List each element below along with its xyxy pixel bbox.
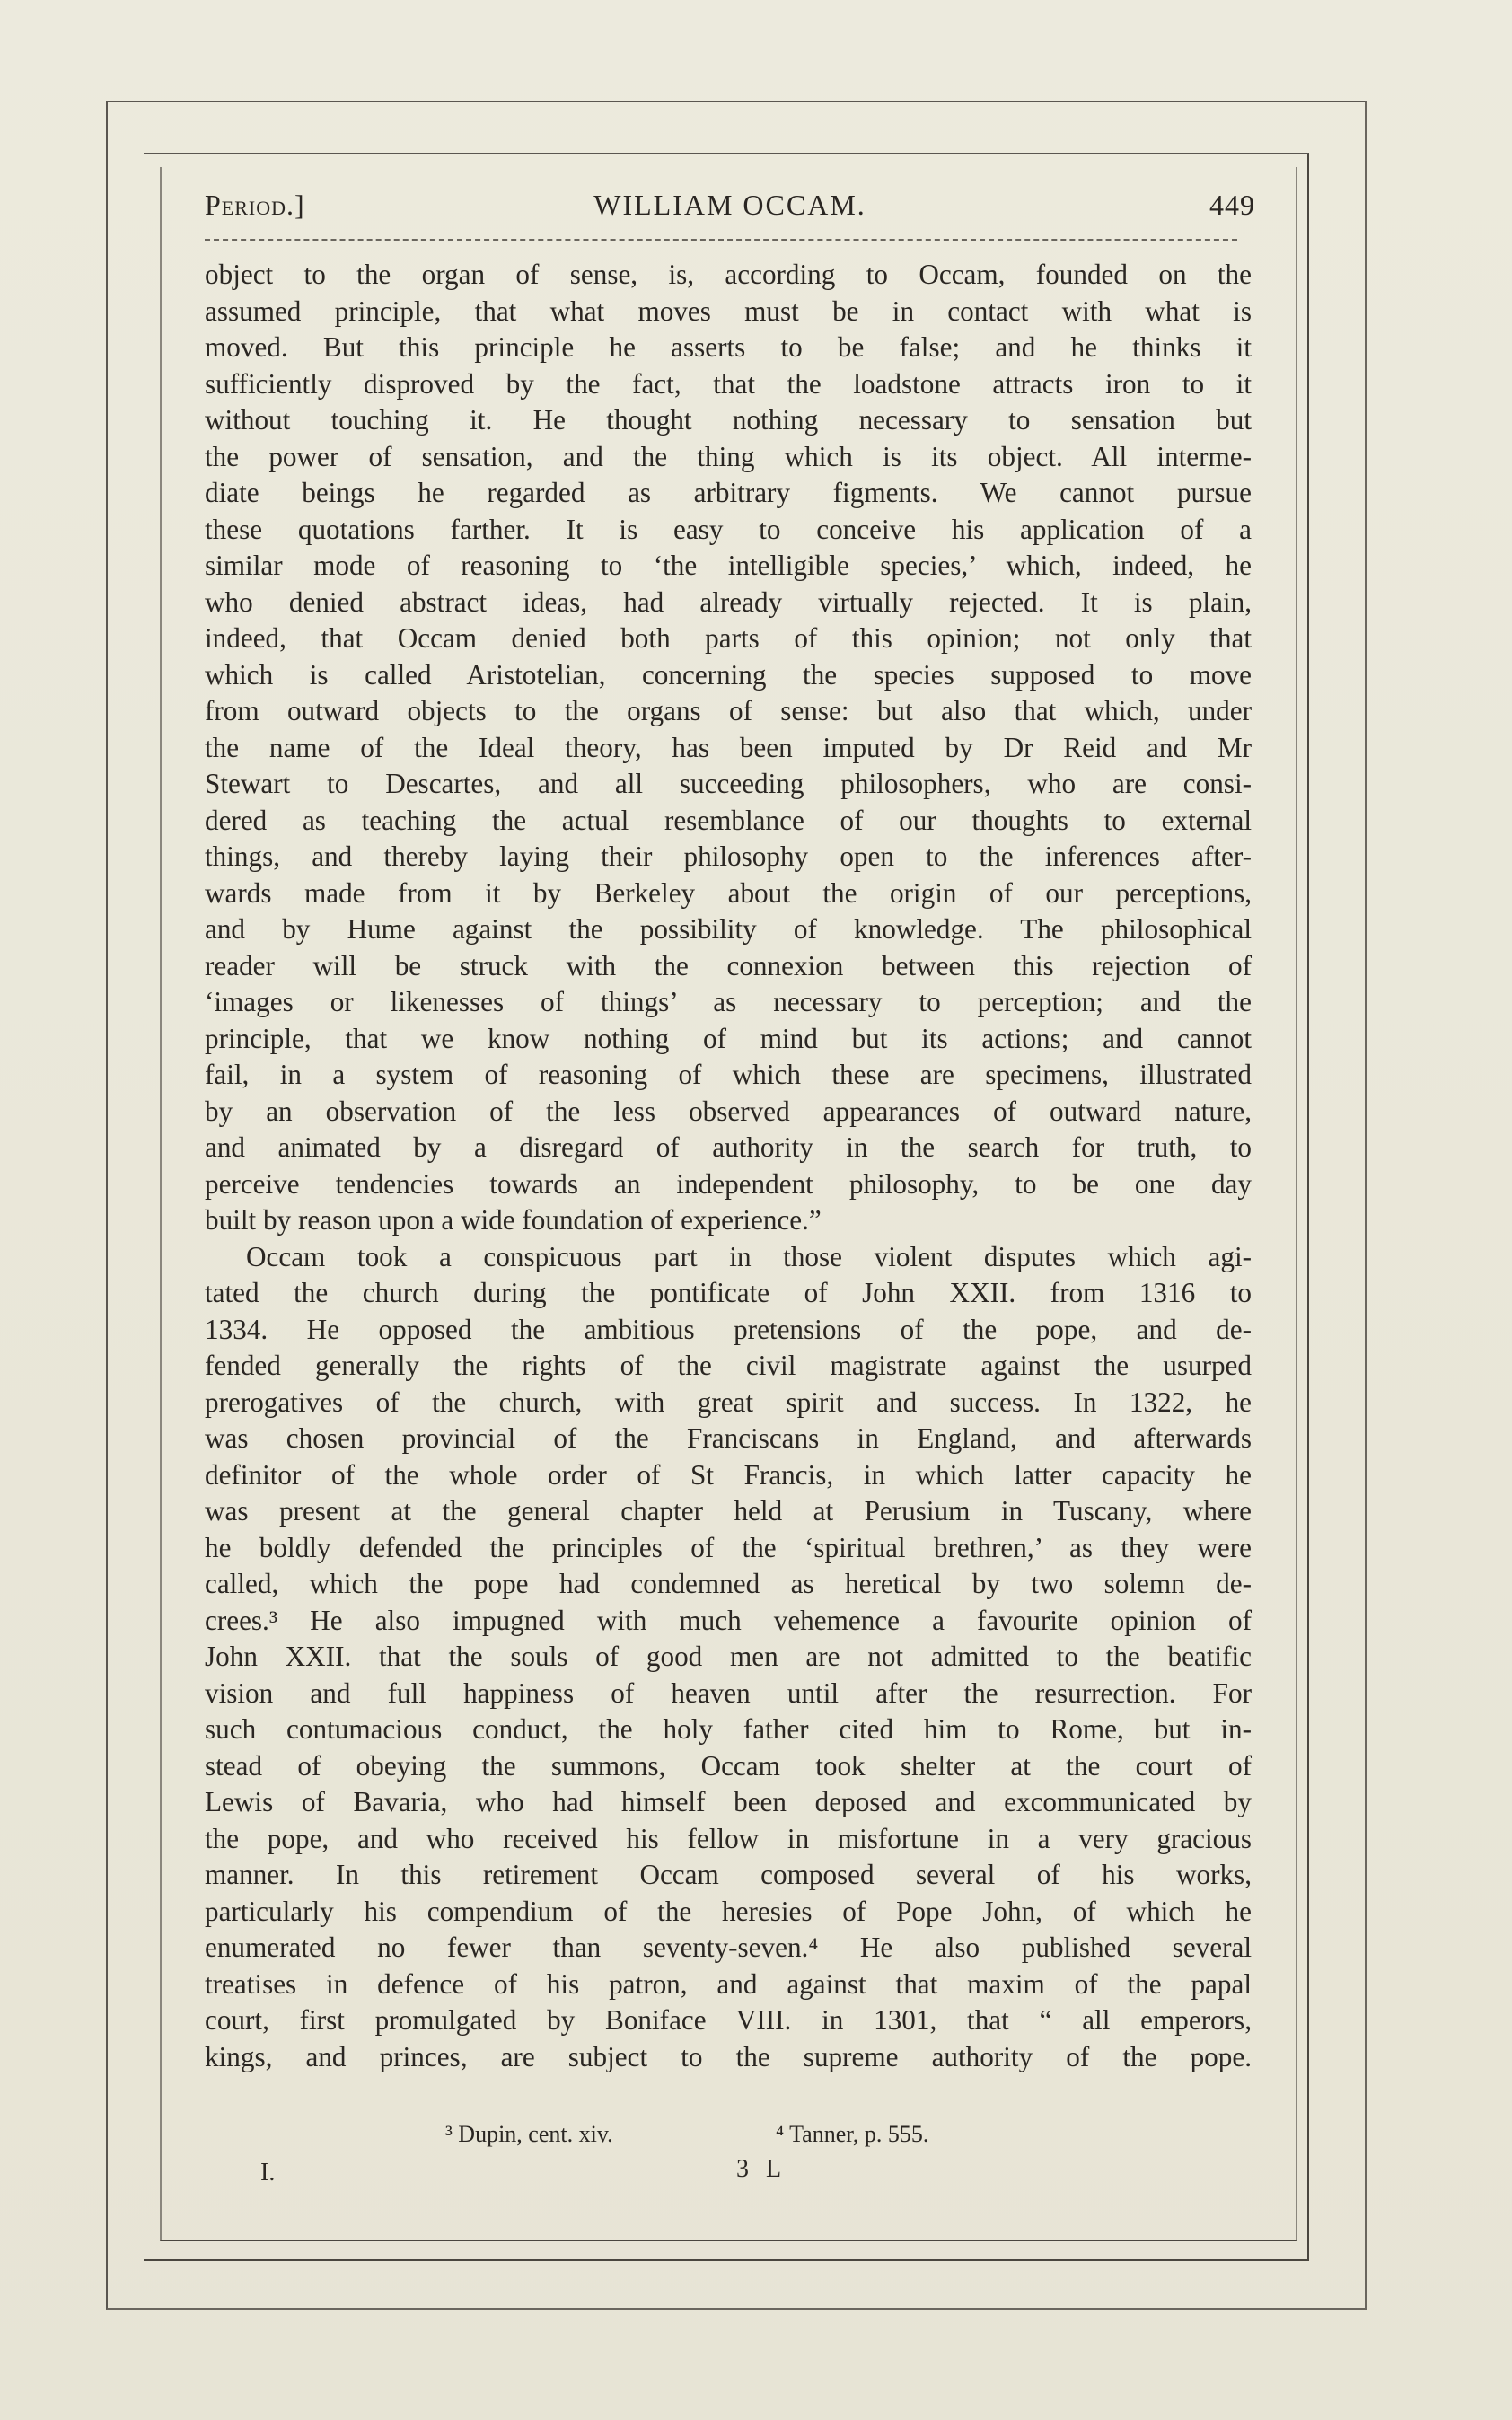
text-line: particularly his compendium of the heresies of Pope John, of which he	[205, 1895, 1252, 1927]
text-line: by an observation of the less observed appearances of outward nature,	[205, 1095, 1252, 1127]
text-line: crees.³ He also impugned with much vehemence a favourite opinion of	[205, 1604, 1252, 1636]
signature-mark: 3 L	[736, 2155, 787, 2183]
text-line: without touching it. He thought nothing necessary to sensation but	[205, 404, 1252, 436]
text-line: ‘images or likenesses of things’ as necessary to perception; and the	[205, 986, 1252, 1017]
text-line: built by reason upon a wide foundation of experience.”	[205, 1204, 822, 1236]
text-line: indeed, that Occam denied both parts of this opinion; not only that	[205, 622, 1252, 654]
text-line: definitor of the whole order of St Francis, in which latter capacity he	[205, 1458, 1252, 1491]
text-line: treatises in defence of his patron, and against that maxim of the papal	[205, 1967, 1252, 2000]
signature-row	[205, 2155, 1252, 2191]
text-line: diate beings he regarded as arbitrary figments. We cannot pursue	[205, 477, 1252, 508]
text-line: similar mode of reasoning to ‘the intelligible species,’ which, indeed, he	[205, 550, 1252, 581]
text-line: and by Hume against the possibility of knowledge. The philosophical	[205, 913, 1252, 945]
text-line: manner. In this retirement Occam composed several of his works,	[205, 1859, 1252, 1890]
text-line: John XXII. that the souls of good men are not admitted to the beatific	[205, 1641, 1252, 1672]
text-line: the power of sensation, and the thing which is its object. All interme-	[205, 440, 1252, 472]
header-section: Period.]	[205, 189, 305, 221]
text-line: vision and full happiness of heaven until after the resurrection. For	[205, 1676, 1252, 1709]
header-rule	[205, 239, 1237, 241]
text-line: was present at the general chapter held at Perusium in Tuscany, where	[205, 1495, 1252, 1527]
body-text	[205, 257, 1252, 2075]
text-line: stead of obeying the summons, Occam took shelter at the court of	[205, 1749, 1252, 1782]
text-line: fail, in a system of reasoning of which these are specimens, illustrated	[205, 1059, 1252, 1090]
text-line: court, first promulgated by Boniface VIII. in 1301, that “ all emperors,	[205, 2004, 1252, 2036]
volume-mark: I.	[260, 2159, 276, 2187]
text-line: enumerated no fewer than seventy-seven.⁴ He also published several	[205, 1932, 1252, 1963]
text-line: fended generally the rights of the civil magistrate against the usurped	[205, 1350, 1252, 1381]
footnote-3: ³ Dupin, cent. xiv.	[445, 2121, 613, 2147]
text-line: who denied abstract ideas, had already virtually rejected. It is plain,	[205, 585, 1252, 618]
text-line: perceive tendencies towards an independent philosophy, to be one day	[205, 1167, 1252, 1200]
text-line: moved. But this principle he asserts to be false; and he thinks it	[205, 331, 1252, 363]
text-line: Stewart to Descartes, and all succeeding philosophers, who are consi-	[205, 768, 1252, 799]
page-number: 449	[1209, 189, 1255, 221]
text-line: called, which the pope had condemned as heretical by two solemn de-	[205, 1568, 1252, 1599]
text-line: these quotations farther. It is easy to conceive his application of a	[205, 513, 1252, 545]
text-line: tated the church during the pontificate of John XXII. from 1316 to	[205, 1277, 1252, 1308]
header-title: WILLIAM OCCAM.	[593, 189, 866, 221]
text-line: 1334. He opposed the ambitious pretensions of the pope, and de-	[205, 1313, 1252, 1345]
text-line: such contumacious conduct, the holy father cited him to Rome, but in-	[205, 1713, 1252, 1745]
footnotes	[205, 2121, 1252, 2157]
text-line: the name of the Ideal theory, has been imputed by Dr Reid and Mr	[205, 731, 1252, 763]
text-line: the pope, and who received his fellow in misfortune in a very gracious	[205, 1822, 1252, 1854]
text-line: object to the organ of sense, is, according to Occam, founded on the	[205, 259, 1252, 290]
text-line: which is called Aristotelian, concerning the species supposed to move	[205, 658, 1252, 691]
text-line: reader will be struck with the connexion between this rejection of	[205, 949, 1252, 981]
text-line: wards made from it by Berkeley about the origin of our perceptions,	[205, 876, 1252, 909]
text-line: from outward objects to the organs of sense: but also that which, under	[205, 695, 1252, 726]
text-line: he boldly defended the principles of the ‘spiritual brethren,’ as they were	[205, 1531, 1252, 1563]
text-line: things, and thereby laying their philosophy open to the inferences after-	[205, 840, 1252, 872]
footnote-4: ⁴ Tanner, p. 555.	[776, 2121, 929, 2147]
text-line: and animated by a disregard of authority in the search for truth, to	[205, 1131, 1252, 1163]
text-line: dered as teaching the actual resemblance of our thoughts to external	[205, 804, 1252, 836]
text-line: was chosen provincial of the Franciscans in England, and afterwards	[205, 1422, 1252, 1454]
text-line: Occam took a conspicuous part in those violent disputes which agi-	[246, 1240, 1252, 1272]
text-line: Lewis of Bavaria, who had himself been deposed and excommunicated by	[205, 1786, 1252, 1817]
text-line: principle, that we know nothing of mind but its actions; and cannot	[205, 1022, 1252, 1054]
text-line: kings, and princes, are subject to the supreme authority of the pope.	[205, 2040, 1252, 2072]
text-line: prerogatives of the church, with great spirit and success. In 1322, he	[205, 1386, 1252, 1418]
text-line: sufficiently disproved by the fact, that the loadstone attracts iron to it	[205, 367, 1252, 400]
running-header	[205, 183, 1255, 232]
text-line: assumed principle, that what moves must be in contact with what is	[205, 295, 1252, 327]
